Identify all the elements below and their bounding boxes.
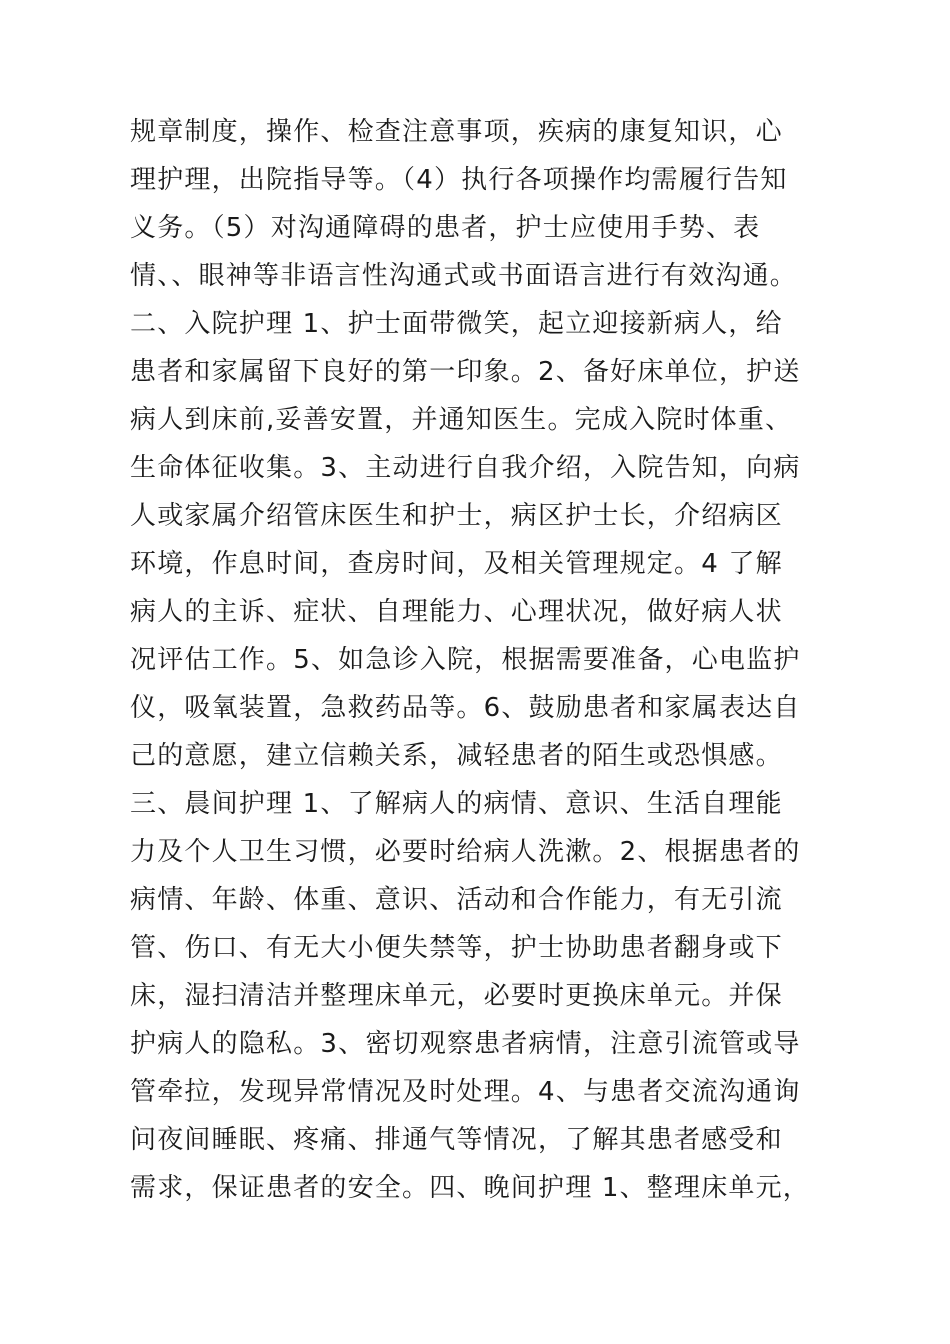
body-text (130, 108, 850, 1212)
text-line: 仪，吸氧装置，急救药品等。6、鼓励患者和家属表达自 (130, 693, 801, 723)
text-line: 情、、眼神等非语言性沟通式或书面语言进行有效沟通。 (130, 261, 798, 291)
text-line: 床，湿扫清洁并整理床单元，必要时更换床单元。并保 (130, 981, 783, 1011)
text-line: 需求，保证患者的安全。四、晚间护理 1、整理床单元， (130, 1173, 811, 1203)
text-line: 生命体征收集。3、主动进行自我介绍，入院告知，向病 (130, 453, 801, 483)
text-line: 问夜间睡眠、疼痛、排通气等情况，了解其患者感受和 (130, 1125, 783, 1155)
text-line: 况评估工作。5、如急诊入院，根据需要准备，心电监护 (130, 645, 801, 675)
text-line: 己的意愿，建立信赖关系，减轻患者的陌生或恐惧感。 (130, 741, 783, 771)
text-line: 管牵拉，发现异常情况及时处理。4、与患者交流沟通询 (130, 1077, 801, 1107)
text-line: 管、伤口、有无大小便失禁等，护士协助患者翻身或下 (130, 933, 783, 963)
text-line: 病人的主诉、症状、自理能力、心理状况，做好病人状 (130, 597, 783, 627)
text-line: 理护理，出院指导等。（4）执行各项操作均需履行告知 (130, 165, 788, 195)
text-line: 力及个人卫生习惯，必要时给病人洗漱。2、根据患者的 (130, 837, 801, 867)
text-line: 患者和家属留下良好的第一印象。2、备好床单位，护送 (130, 357, 801, 387)
text-line: 护病人的隐私。3、密切观察患者病情，注意引流管或导 (130, 1029, 801, 1059)
text-line: 二、入院护理 1、护士面带微笑，起立迎接新病人，给 (130, 309, 783, 339)
text-line: 义务。（5）对沟通障碍的患者，护士应使用手势、表 (130, 213, 761, 243)
text-line: 人或家属介绍管床医生和护士，病区护士长，介绍病区 (130, 501, 783, 531)
text-line: 环境，作息时间，查房时间，及相关管理规定。4 了解 (130, 549, 783, 579)
text-line: 规章制度，操作、检查注意事项，疾病的康复知识，心 (130, 117, 783, 147)
text-line: 病情、年龄、体重、意识、活动和合作能力，有无引流 (130, 885, 783, 915)
text-line: 病人到床前,妥善安置，并通知医生。完成入院时体重、 (130, 405, 793, 435)
text-line: 三、晨间护理 1、了解病人的病情、意识、生活自理能 (130, 789, 783, 819)
